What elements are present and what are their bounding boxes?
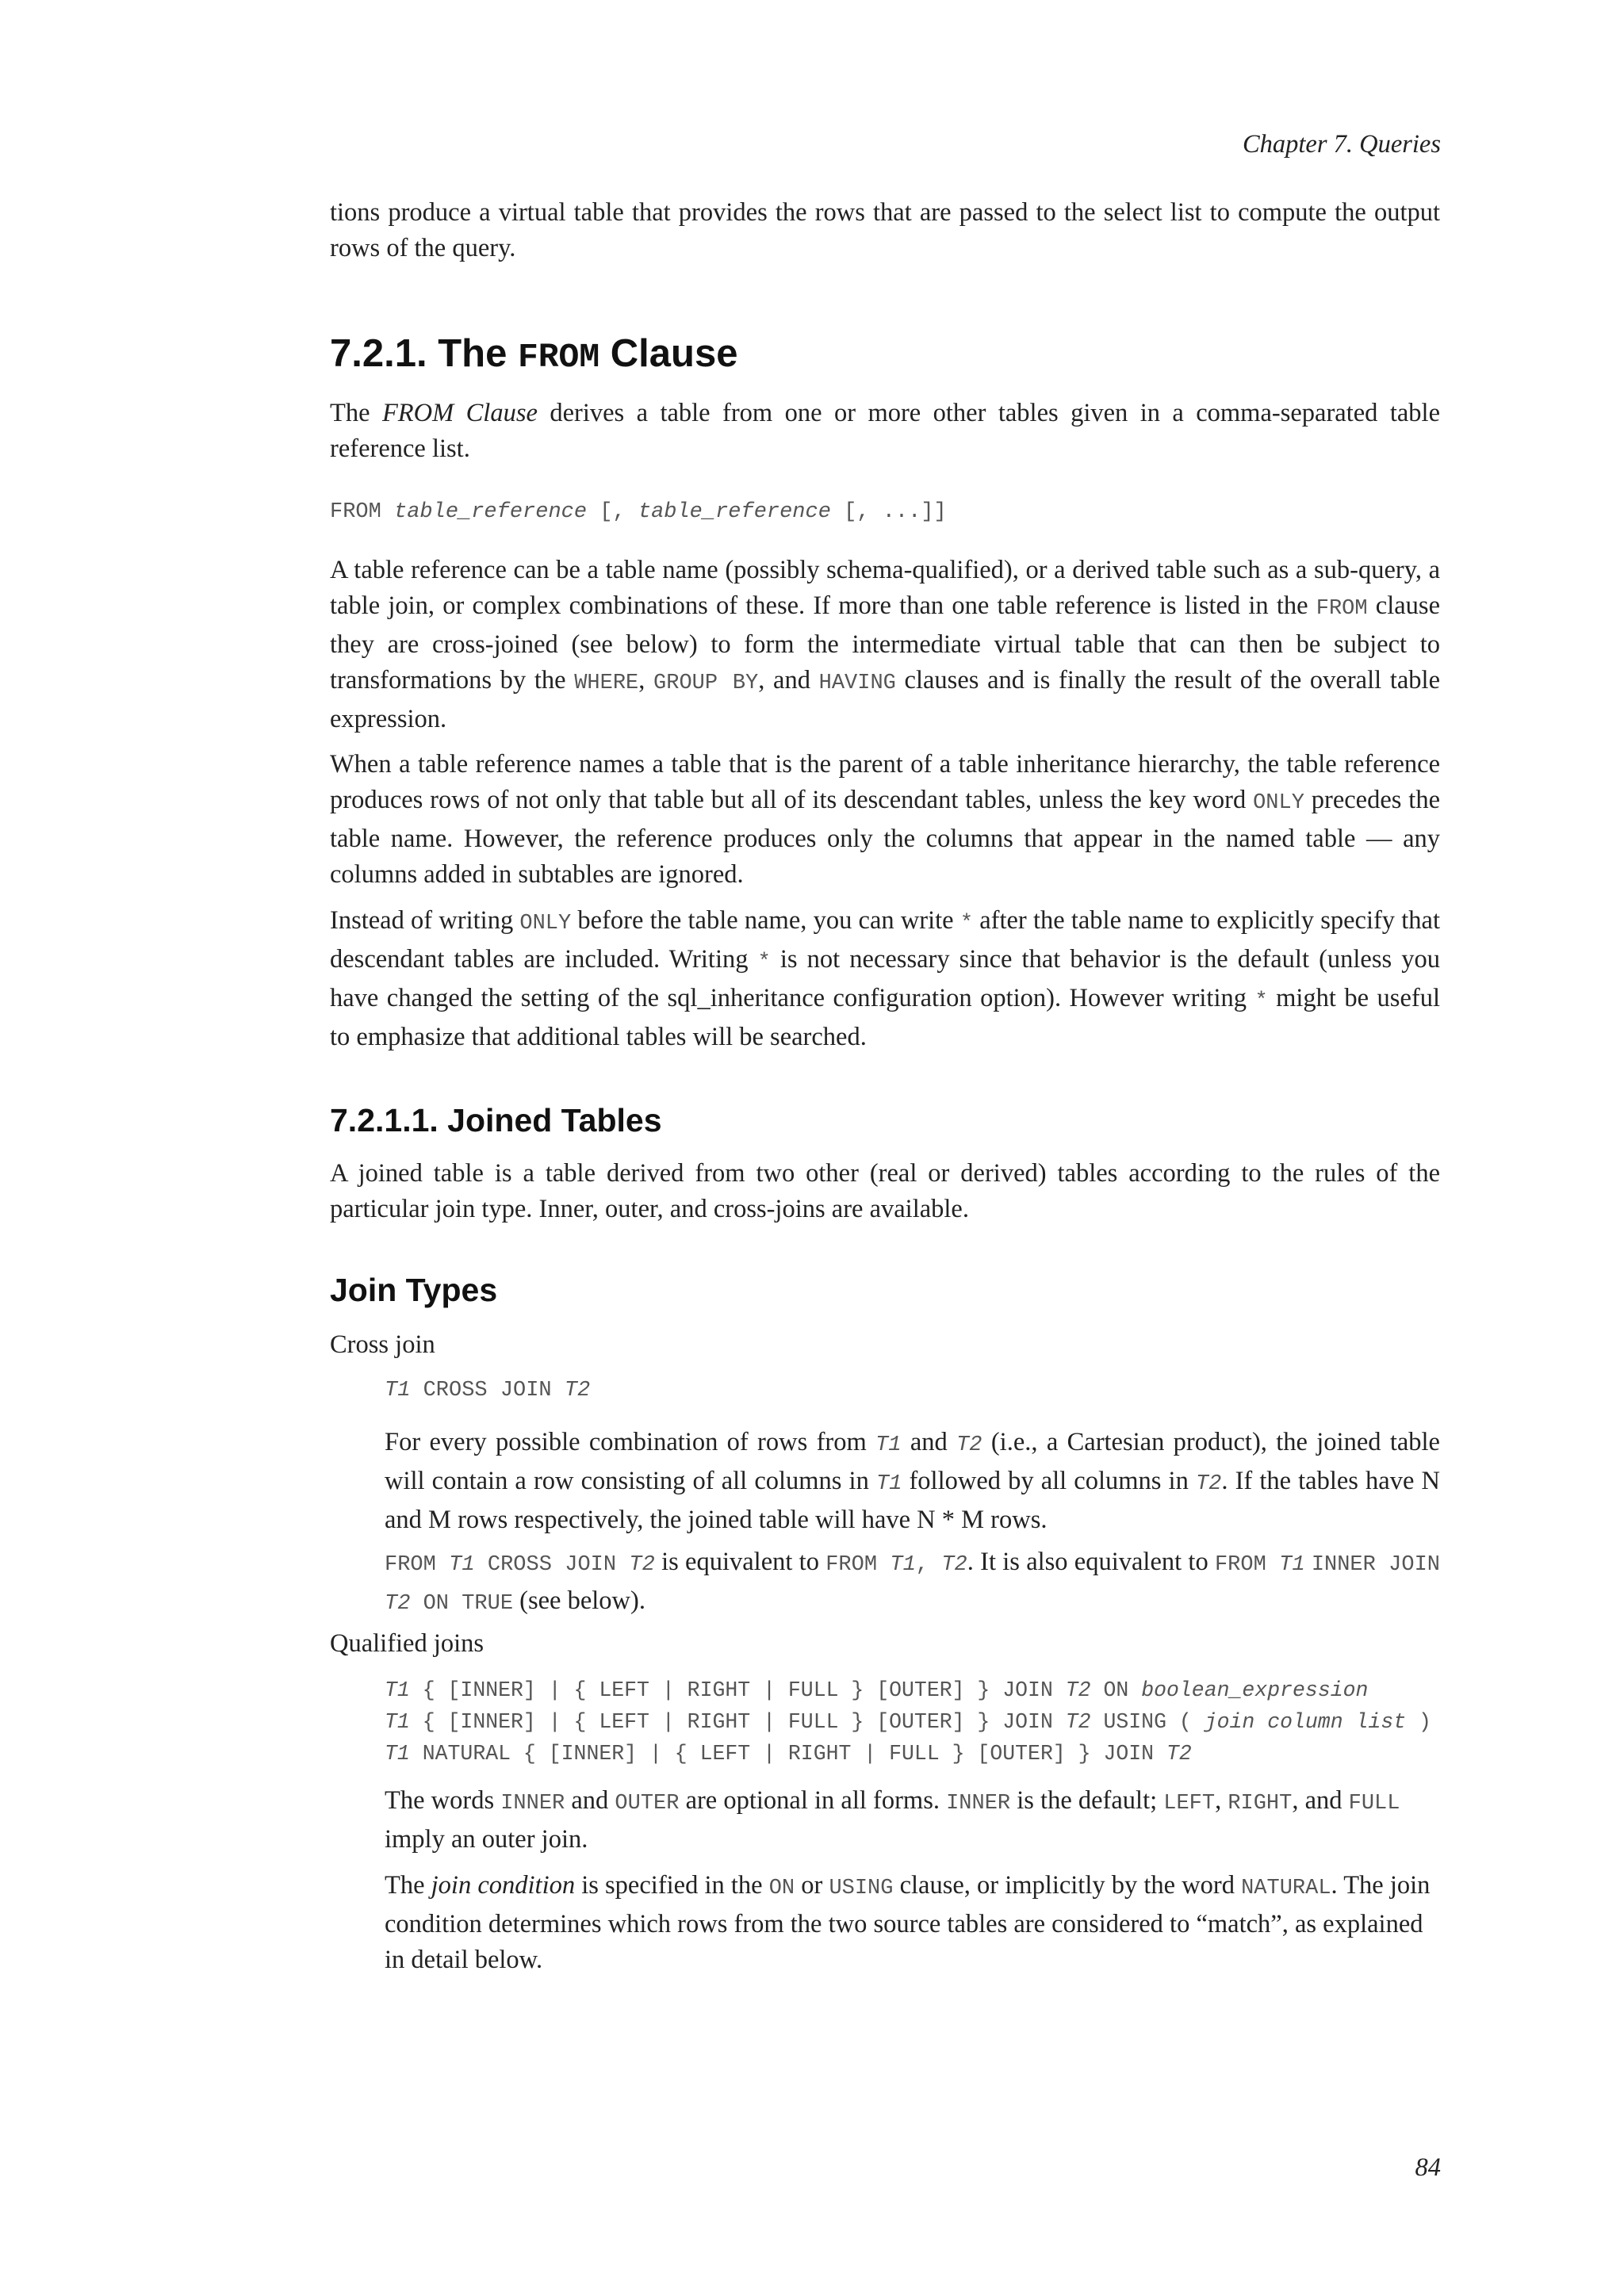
section-keyword: FROM [517, 338, 600, 377]
section-heading [330, 330, 1440, 381]
qualified-join-syntax-line: T1 { [INNER] | { LEFT | RIGHT | FULL } [OUTER] } JOIN T2 USING ( join column list ) [385, 1710, 1431, 1734]
intro-paragraph: tions produce a virtual table that provides the rows that are passed to the select list to compute the output rows of the query. [330, 198, 1440, 262]
cross-join-description: For every possible combination of rows from T1 and T2 (i.e., a Cartesian product), the joined table will contain a row consisting of all columns in T1 followed by all columns in T2. If the tables have N and M rows respectively, the joined table will have N * M rows. [385, 1428, 1440, 1534]
qualified-join-syntax-line: T1 { [INNER] | { LEFT | RIGHT | FULL } [OUTER] } JOIN T2 ON boolean_expression [385, 1678, 1369, 1702]
section-paragraph-3: When a table reference names a table that is the parent of a table inheritance hierarchy, the table reference produces rows of not only that table but all of its descendant tables, unless the key word ONLY precedes the table name. However, the reference produces only the columns that appear in the named table — any columns added in subtables are ignored. [330, 750, 1440, 889]
subsection-heading: 7.2.1.1. Joined Tables [330, 1102, 662, 1138]
section-paragraph-2: A table reference can be a table name (possibly schema-qualified), or a derived table such as a sub-query, a table join, or complex combinations of these. If more than one table reference is listed in the FROM clause they are cross-joined (see below) to form the intermediate virtual table that can then be subject to transformations by the WHERE, GROUP BY, and HAVING clauses and is finally the result of the overall table expression. [330, 556, 1441, 733]
section-suffix: Clause [610, 332, 738, 375]
from-syntax: FROM table_reference [, table_reference [, ...]] [330, 500, 947, 524]
qualified-joins-syntax [385, 1674, 1622, 1770]
section-paragraph-1: The FROM Clause derives a table from one or more other tables given in a comma-separated table reference list. [330, 399, 1440, 463]
join-condition-description: The join condition is specified in the ON or USING clause, or implicitly by the word NATURAL. The join condition determines which rows from the two source tables are considered to “match”, as explained in detail below. [385, 1871, 1431, 1974]
join-types-heading: Join Types [330, 1272, 498, 1308]
section-number: 7.2.1. The [330, 332, 508, 375]
qualified-join-syntax-line: T1 NATURAL { [INNER] | { LEFT | RIGHT | FULL } [OUTER] } JOIN T2 [385, 1742, 1192, 1766]
subsection-paragraph: A joined table is a table derived from two other (real or derived) tables according to the rules of the particular join type. Inner, outer, and cross-joins are available. [330, 1159, 1440, 1223]
cross-join-equivalence: FROM T1 CROSS JOIN T2 is equivalent to FROM T1, T2. It is also equivalent to FROM T1 INNER JOIN T2 ON TRUE (see below). [385, 1548, 1440, 1616]
cross-join-term: Cross join [330, 1330, 435, 1359]
qualified-joins-term: Qualified joins [330, 1629, 485, 1658]
qualified-joins-description: The words INNER and OUTER are optional in all forms. INNER is the default; LEFT, RIGHT, and FULL imply an outer join. [385, 1786, 1400, 1854]
running-header: Chapter 7. Queries [1242, 130, 1441, 159]
page-number: 84 [1415, 2153, 1441, 2182]
cross-join-syntax: T1 CROSS JOIN T2 [385, 1379, 591, 1402]
section-paragraph-4: Instead of writing ONLY before the table name, you can write * after the table name to explicitly specify that descendant tables are included. Writing * is not necessary since that behavior is the default (unless you have changed the setting of the sql_inheritance configuration option). However writing * might be useful to emphasize that additional tables will be searched. [330, 906, 1440, 1051]
